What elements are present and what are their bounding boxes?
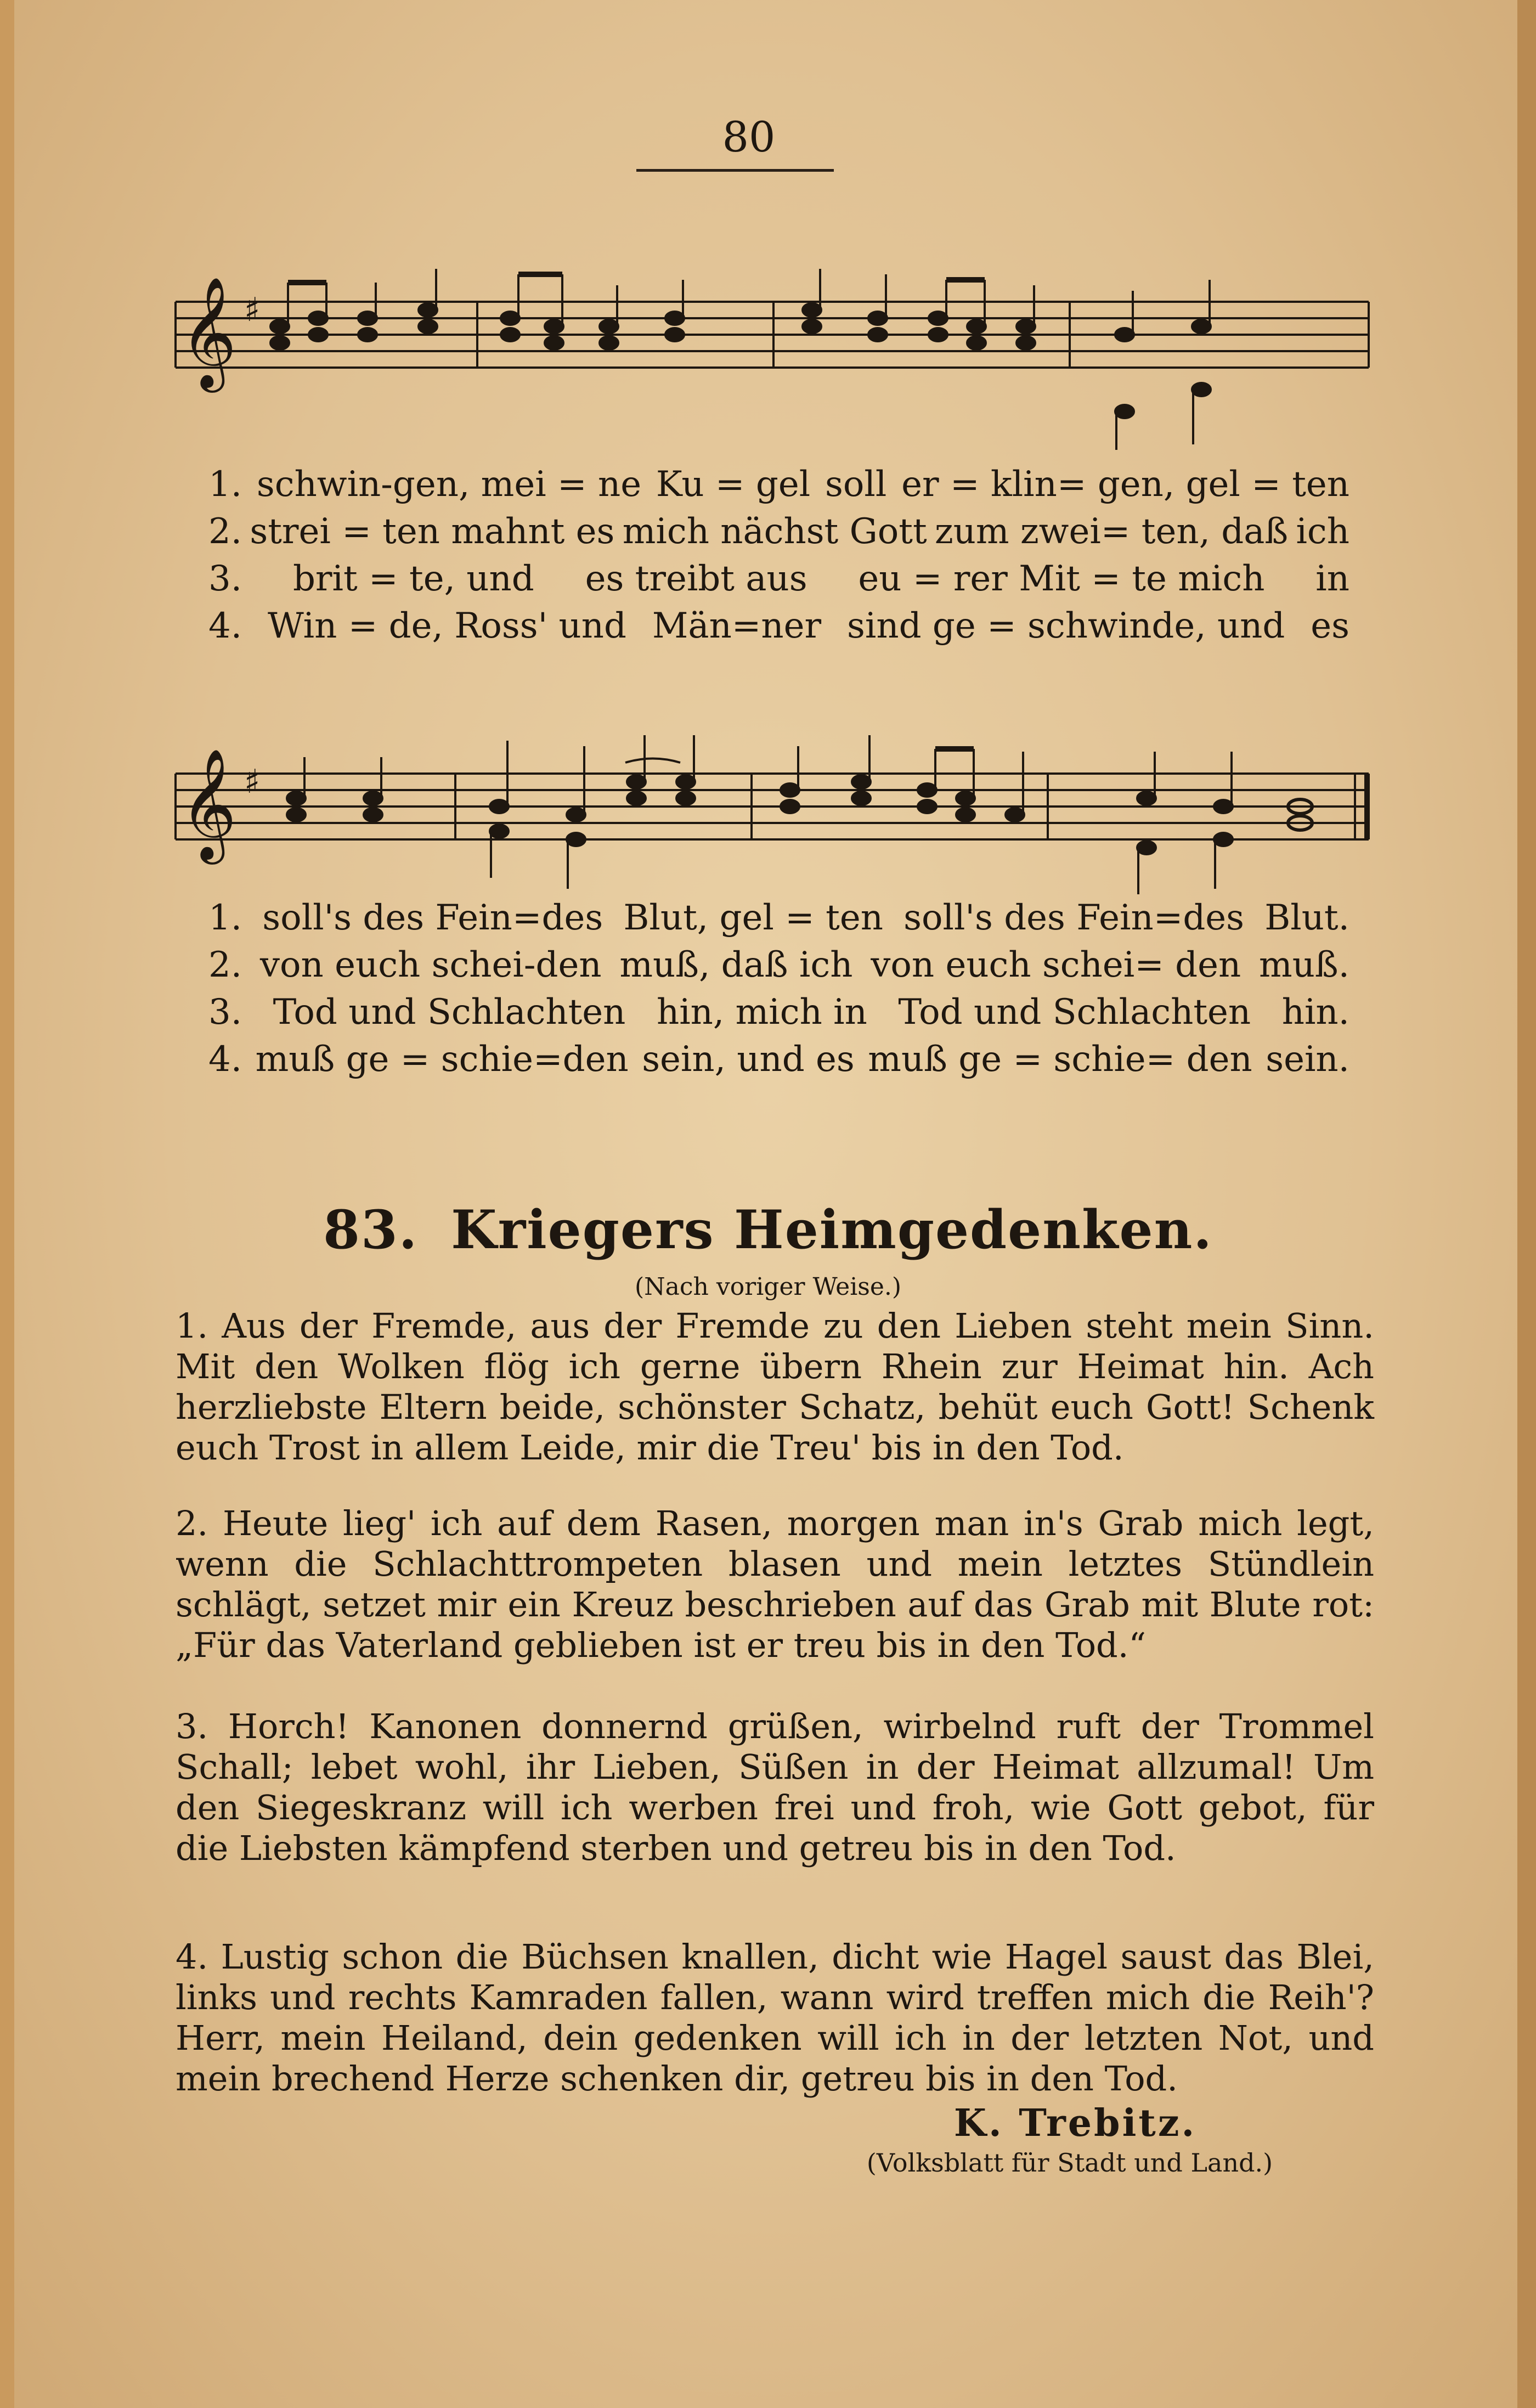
verse-line: 3. brit = te, und es treibt aus eu = rer Mit = te mich in [208,559,1349,599]
page-number-rule [636,169,834,172]
stanza: 4. Lustig schon die Büchsen knallen, dicht wie Hagel saust das Blei, links und rechts Kamraden fallen, wann wird treffen mich die Reih'? Herr, mein Heiland, dein gedenken will ich in der letzten Not, und mein brechend Herze schenken dir, getreu bis in den Tod. [176,1937,1374,2099]
sharp-icon [244,763,260,801]
song-number: 83. [323,1199,419,1261]
music-staff-1 [170,263,1371,472]
verse-block-1 [208,461,1349,650]
verse-line: 4. muß ge = schie=den sein, und es muß ge = schie= den sein. [208,1039,1349,1080]
song-title-text: Kriegers Heimgedenken. [451,1199,1213,1261]
music-staff-2 [170,713,1371,922]
song-title [0,1199,1536,1261]
sharp-icon [244,291,260,329]
verse-line: 2. von euch schei-den muß, daß ich von euch schei= den muß. [208,945,1349,985]
stanza: 2. Heute lieg' ich auf dem Rasen, morgen man in's Grab mich legt, wenn die Schlachttrompeten blasen und mein letztes Stündlein schlägt, setzet mir ein Kreuz beschrieben auf das Grab mit Blute rot: „Für das Vaterland geblieben ist er treu bis in den Tod.“ [176,1503,1374,1665]
stanza: 1. Aus der Fremde, aus der Fremde zu den Lieben steht mein Sinn. Mit den Wolken flög ich gerne übern Rhein zur Heimat hin. Ach herzliebste Eltern beide, schönster Schatz, behüt euch Gott! Schenk euch Trost in allem Leide, mir die Treu' bis in den Tod. [176,1306,1374,1468]
verse-line: 2. strei = ten mahnt es mich nächst Gott zum zwei= ten, daß ich [208,511,1349,552]
verse-line: 4. Win = de, Ross' und Män=ner sind ge = schwinde, und es [208,606,1349,646]
verse-line: 1. schwin-gen, mei = ne Ku = gel soll er = klin= gen, gel = ten [208,464,1349,505]
svg-text:𝄞: 𝄞 [180,748,237,860]
author: K. Trebitz. [953,2101,1197,2145]
treble-clef-icon [180,277,236,393]
song-subtitle: (Nach voriger Weise.) [634,1273,902,1301]
svg-text:𝄞: 𝄞 [180,277,237,388]
verse-block-2 [208,894,1349,1083]
svg-text:♯: ♯ [244,291,261,329]
verse-line: 3. Tod und Schlachten hin, mich in Tod und Schlachten hin. [208,992,1349,1033]
treble-clef-icon [180,748,236,865]
verse-line: 1. soll's des Fein=des Blut, gel = ten soll's des Fein=des Blut. [208,898,1349,938]
page-number: 80 [722,112,776,161]
svg-text:♯: ♯ [244,763,261,801]
source-note: (Volksblatt für Stadt und Land.) [866,2148,1273,2178]
stanza: 3. Horch! Kanonen donnernd grüßen, wirbelnd ruft der Trommel Schall; lebet wohl, ihr Lieben, Süßen in der Heimat allzumal! Um den Siegeskranz will ich werben frei und froh, wie Gott gebot, für die Liebsten kämpfend sterben und getreu bis in den Tod. [176,1706,1374,1868]
